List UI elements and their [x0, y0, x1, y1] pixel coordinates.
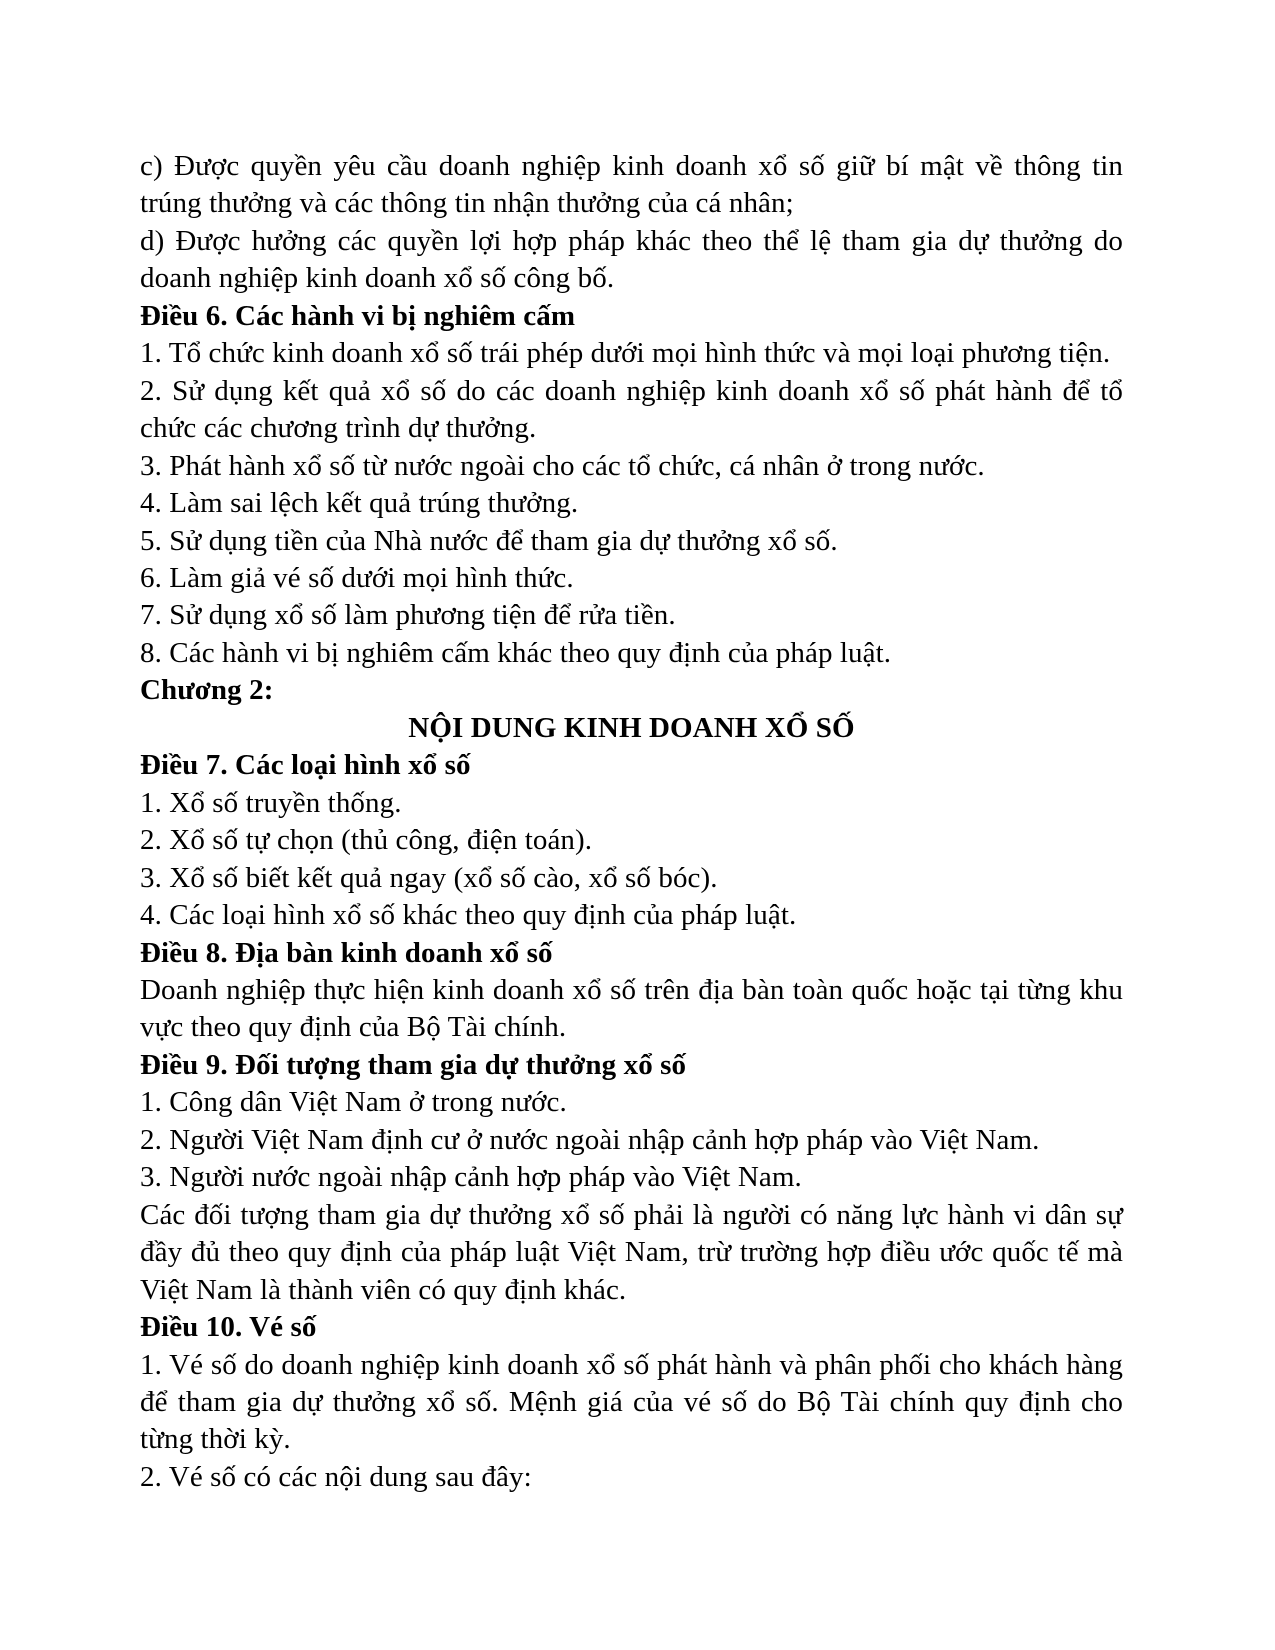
paragraph-dieu7-item-2: 2. Xổ số tự chọn (thủ công, điện toán). — [140, 824, 593, 857]
paragraph-dieu9-closing: Các đối tượng tham gia dự thưởng xổ số phải là người có năng lực hành vi dân sự đầy đủ theo quy định của pháp luật Việt Nam, trừ trường hợp điều ước quốc tế mà Việt Nam là thành viên có quy định khác. — [140, 1198, 1123, 1306]
document-text-block — [140, 148, 1123, 1496]
heading-dieu-9: Điều 9. Đối tượng tham gia dự thưởng xổ số — [140, 1048, 687, 1081]
paragraph-dieu9-item-3: 3. Người nước ngoài nhập cảnh hợp pháp vào Việt Nam. — [140, 1161, 802, 1194]
chapter-title: NỘI DUNG KINH DOANH XỔ SỐ — [408, 711, 855, 744]
paragraph-point-c: c) Được quyền yêu cầu doanh nghiệp kinh doanh xổ số giữ bí mật về thông tin trúng thưởng và các thông tin nhận thưởng của cá nhân; — [140, 150, 1123, 220]
paragraph-dieu10-item-1: 1. Vé số do doanh nghiệp kinh doanh xổ số phát hành và phân phối cho khách hàng để tham gia dự thưởng xổ số. Mệnh giá của vé số do Bộ Tài chính quy định cho từng thời kỳ. — [140, 1348, 1123, 1456]
paragraph-dieu6-item-6: 6. Làm giả vé số dưới mọi hình thức. — [140, 561, 574, 594]
paragraph-dieu9-item-2: 2. Người Việt Nam định cư ở nước ngoài nhập cảnh hợp pháp vào Việt Nam. — [140, 1123, 1040, 1156]
chapter-label: Chương 2: — [140, 674, 274, 707]
heading-dieu-8: Điều 8. Địa bàn kinh doanh xổ số — [140, 936, 553, 969]
paragraph-dieu7-item-1: 1. Xổ số truyền thống. — [140, 786, 402, 819]
paragraph-dieu7-item-3: 3. Xổ số biết kết quả ngay (xổ số cào, xổ số bóc). — [140, 861, 718, 894]
paragraph-dieu6-item-1: 1. Tổ chức kinh doanh xổ số trái phép dưới mọi hình thức và mọi loại phương tiện. — [140, 337, 1111, 370]
paragraph-dieu6-item-3: 3. Phát hành xổ số từ nước ngoài cho các tổ chức, cá nhân ở trong nước. — [140, 449, 985, 482]
paragraph-point-d: d) Được hưởng các quyền lợi hợp pháp khác theo thể lệ tham gia dự thưởng do doanh nghiệp kinh doanh xổ số công bố. — [140, 224, 1123, 295]
heading-dieu-6: Điều 6. Các hành vi bị nghiêm cấm — [140, 299, 576, 332]
paragraph-dieu8-body: Doanh nghiệp thực hiện kinh doanh xổ số trên địa bàn toàn quốc hoặc tại từng khu vực theo quy định của Bộ Tài chính. — [140, 973, 1123, 1044]
paragraph-dieu6-item-8: 8. Các hành vi bị nghiêm cấm khác theo quy định của pháp luật. — [140, 636, 892, 669]
paragraph-dieu6-item-7: 7. Sử dụng xổ số làm phương tiện để rửa tiền. — [140, 599, 676, 632]
paragraph-dieu10-item-2: 2. Vé số có các nội dung sau đây: — [140, 1460, 532, 1493]
heading-dieu-10: Điều 10. Vé số — [140, 1311, 317, 1344]
paragraph-dieu6-item-5: 5. Sử dụng tiền của Nhà nước để tham gia dự thưởng xổ số. — [140, 524, 838, 557]
heading-dieu-7: Điều 7. Các loại hình xổ số — [140, 749, 471, 782]
paragraph-dieu7-item-4: 4. Các loại hình xổ số khác theo quy định của pháp luật. — [140, 899, 797, 932]
paragraph-dieu9-item-1: 1. Công dân Việt Nam ở trong nước. — [140, 1086, 567, 1119]
paragraph-dieu6-item-2: 2. Sử dụng kết quả xổ số do các doanh nghiệp kinh doanh xổ số phát hành để tổ chức các chương trình dự thưởng. — [140, 374, 1123, 445]
paragraph-dieu6-item-4: 4. Làm sai lệch kết quả trúng thưởng. — [140, 487, 579, 520]
